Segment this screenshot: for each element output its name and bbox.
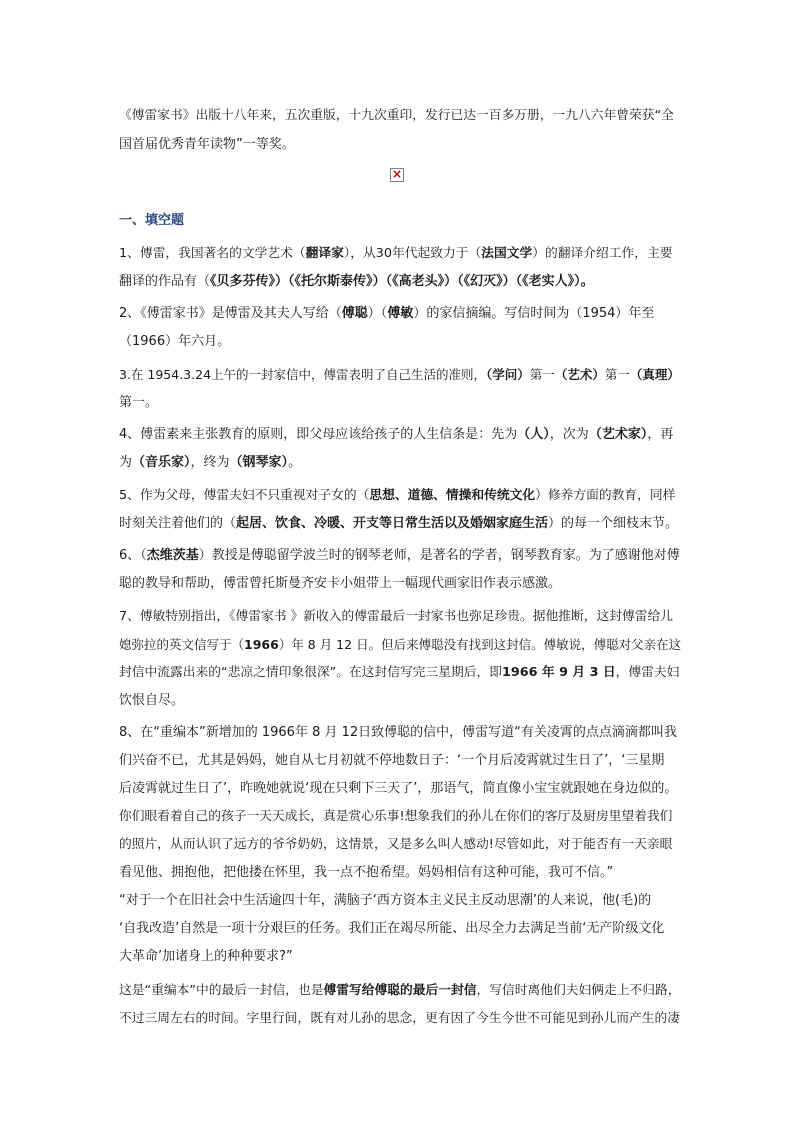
question-8-line-6: 看见他、拥抱他，把他搂在怀里，我一点不抱希望。妈妈相信有这种可能，我可不信。” xyxy=(119,865,614,880)
quote-line-3: 大革命’加诸身上的种种要求?” xyxy=(119,949,293,964)
closing-line-2: 不过三周左右的时间。字里行间，既有对儿孙的思念，更有因了今生今世不可能见到孙儿而产生的凄 xyxy=(119,1011,680,1026)
question-8-line-5: 的照片，从而认识了远方的爷爷奶奶，这情景，又是多么叫人感动!尽管如此，对于能否有一天亲眼 xyxy=(119,837,673,852)
question-8-line-2: 们兴奋不已，尤其是妈妈，她自从七月初就不停地数日子：‘一个月后凌霄就过生日了’，‘三星期 xyxy=(119,753,665,768)
question-3-line-2: 第一。 xyxy=(119,395,159,410)
question-2-line-2: （1966）年六月。 xyxy=(119,334,231,349)
question-6-line-1: 6、（杰维茨基）教授是傅聪留学波兰时的钢琴老师，是著名的学者，钢琴教育家。为了感谢他对傅 xyxy=(119,548,680,563)
quote-line-2: ‘自我改造’自然是一项十分艰巨的任务。我们正在竭尽所能、出尽全力去满足当前‘无产阶级文化 xyxy=(119,921,665,936)
question-4-line-1: 4、傅雷素来主张教育的原则，即父母应该给孩子的人生信条是：先为（人），次为（艺术家），再 xyxy=(119,427,674,442)
question-7-line-3: 封信中流露出来的“悲凉之情印象很深”。在这封信写完三星期后，即1966 年 9 月 3 日，傅雷夫妇 xyxy=(119,665,680,680)
question-7-line-2: 媳弥拉的英文信写于（1966）年 8 月 12 日。但后来傅聪没有找到这封信。傅敏说，傅聪对父亲在这 xyxy=(119,637,682,652)
question-1-line-2: 翻译的作品有（《贝多芬传》）（《托尔斯泰传》）（《高老头》）（《幻灭》）（《老实人》）。 xyxy=(119,274,594,289)
question-7-line-1: 7、傅敏特别指出，《傅雷家书 》新收入的傅雷最后一封家书也弥足珍贵。据他推断，这封傅雷给儿 xyxy=(119,609,674,624)
question-1-line-1: 1、傅雷，我国著名的文学艺术（翻译家），从30年代起致力于（法国文学）的翻译介绍工作，主要 xyxy=(119,246,673,261)
question-6-line-2: 聪的教导和帮助，傅雷曾托斯曼齐安卡小姐带上一幅现代画家旧作表示感激。 xyxy=(119,576,562,591)
question-2-line-1: 2、《傅雷家书》是傅雷及其夫人写给（傅聪）（傅敏）的家信摘编。写信时间为（1954）年至 xyxy=(119,306,655,321)
question-8-line-3: 后凌霄就过生日了’，昨晚她就说‘现在只剩下三天了’，那语气，简直像小宝宝就跟她在身边似的。 xyxy=(119,781,678,796)
question-5-line-1: 5、作为父母，傅雷夫妇不只重视对子女的（思想、道德、情操和传统文化）修养方面的教育，同样 xyxy=(119,488,676,503)
intro-line-1: 《傅雷家书》出版十八年来，五次重版，十九次重印，发行已达一百多万册，一九八六年曾荣获“全 xyxy=(119,108,674,123)
question-7-line-4: 饮恨自尽。 xyxy=(119,693,185,708)
broken-image-icon: × xyxy=(391,167,403,181)
question-3-line-1: 3.在 1954.3.24上午的一封家信中，傅雷表明了自己生活的准则，（学问）第一（艺术）第一（真理） xyxy=(119,367,680,382)
quote-line-1: “对于一个在旧社会中生活逾四十年，满脑子‘西方资本主义民主反动思潮’的人来说，他(毛)的 xyxy=(119,893,652,908)
question-5-line-2: 时刻关注着他们的（起居、饮食、冷暖、开支等日常生活以及婚姻家庭生活）的每一个细枝末节。 xyxy=(119,516,679,531)
section-title: 一、填空题 xyxy=(119,213,185,228)
question-8-line-4: 你们眼看着自己的孩子一天天成长，真是赏心乐事!想象我们的孙儿在你们的客厅及厨房里望着我们 xyxy=(119,809,673,824)
intro-line-2: 国首届优秀青年读物”一等奖。 xyxy=(119,137,295,152)
question-8-line-1: 8、在“重编本”新增加的 1966年 8 月 12日致傅聪的信中，傅雷写道“有关凌霄的点点滴滴都叫我 xyxy=(119,725,677,740)
closing-line-1: 这是“重编本”中的最后一封信，也是傅雷写给傅聪的最后一封信，写信时离他们夫妇俩走上不归路， xyxy=(119,983,681,998)
question-4-line-2: 为（音乐家），终为（钢琴家）。 xyxy=(119,455,302,470)
